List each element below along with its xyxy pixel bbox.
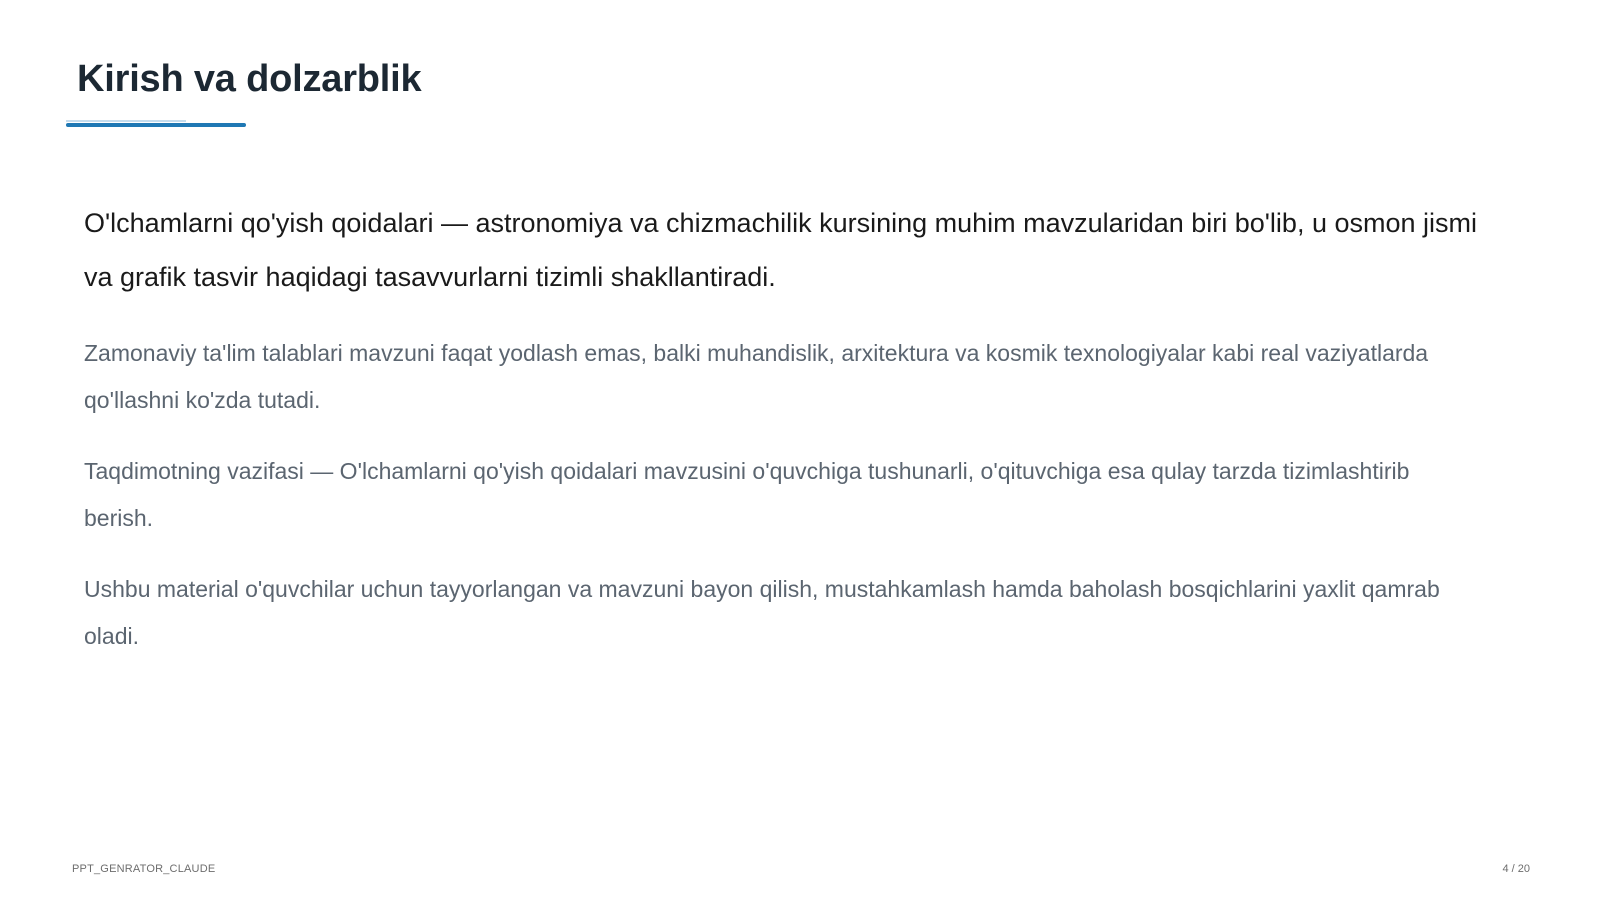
title-underline (66, 123, 246, 127)
footer-source: PPT_GENRATOR_CLAUDE (72, 863, 216, 875)
body-paragraph-2: Taqdimotning vazifasi — O'lchamlarni qo'yish qoidalari mavzusini o'quvchiga tushunarli, o'qituvchiga esa qulay tarzda tizimlashtirib berish. (84, 458, 1410, 531)
title-underline-highlight (66, 120, 186, 122)
slide-title: Kirish va dolzarblik (77, 58, 422, 100)
slide-content (84, 196, 1484, 684)
body-paragraph-1: Zamonaviy ta'lim talablari mavzuni faqat yodlash emas, balki muhandislik, arxitektura va kosmik texnologiyalar kabi real vaziyatlarda qo'llashni ko'zda tutadi. (84, 340, 1429, 413)
body-paragraph-3: Ushbu material o'quvchilar uchun tayyorlangan va mavzuni bayon qilish, mustahkamlash hamda baholash bosqichlarini yaxlit qamrab oladi. (84, 576, 1440, 649)
page-number: 4 / 20 (1502, 863, 1530, 875)
lead-paragraph: O'lchamlarni qo'yish qoidalari — astronomiya va chizmachilik kursining muhim mavzularidan biri bo'lib, u osmon jismi va grafik tasvir haqidagi tasavvurlarni tizimli shakllantiradi. (84, 208, 1477, 292)
